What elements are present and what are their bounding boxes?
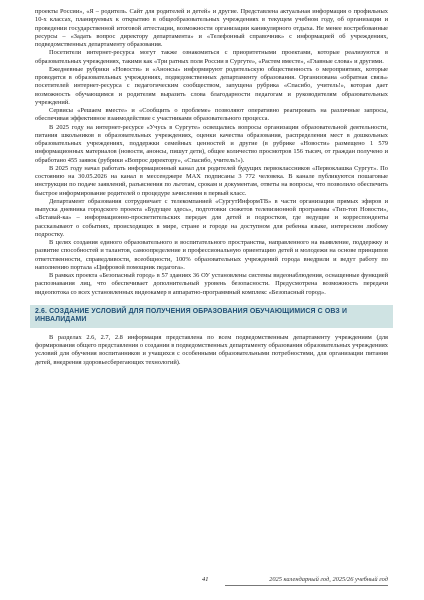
section-paragraph: В разделах 2.6, 2.7, 2.8 информация представлена по всем подведомственным департаменту учреждениям (для формирования общего представления о создании в подведомственных департаменту образования образовательных учреждениях условий для обучения воспитанников и учащихся с особенными образовательными потребностями, для организации питания детей, внедрения здоровьесберегающих технологий). <box>35 333 388 366</box>
section-heading: 2.6. СОЗДАНИЕ УСЛОВИЙ ДЛЯ ПОЛУЧЕНИЯ ОБРАЗОВАНИЯ ОБУЧАЮЩИМИСЯ С ОВЗ И ИНВАЛИДАМИ <box>30 305 393 328</box>
paragraph-study-in-surgut: В 2025 году на интернет-ресурсе «Учусь в Сургуте» освещались вопросы организации образовательной деятельности, питания школьников в образовательных учреждениях, оценки качества образования, распределения мест в дошкольных образовательных учреждениях, поддержки семейных ценностей и другие (в рубрике «Новости» размещено 1 579 информационных материалов (новости, анонсы, пишут дети), общее количество просмотров 156 тысяч, от граждан получено и обработано 455 заявок (рубрики «Вопрос директору», «Спасибо, учитель!»). <box>35 123 388 164</box>
paragraph-safe-city: В рамках проекта «Безопасный город» в 57 зданиях 36 ОУ установлены системы видеонаблюдения, оснащенные функцией распознавания лиц, что обеспечивает дополнительный уровень безопасности. Предусмотрена возможность передачи видеопотока со всех установленных видеокамер в аппаратно-программный комплекс «Безопасный город». <box>35 272 388 296</box>
paragraph-tv-cooperation: Департамент образования сотрудничает с телекомпанией «СургутИнформТВ» в части организации прямых эфиров и выпуска дневника городского проекта «Будущее здесь», подготовки сюжетов телевизионной программы «Тип-топ Новости», «Вставай-ка» – информационно-просветительских передач для детей и подростков, где ведущие и корреспонденты рассказывают о событиях, происходящих в мире, стране и городе на доступном для ребенка языке, интересном любому подростку. <box>35 197 388 238</box>
paragraph-priority-projects: Посетители интернет-ресурса могут также ознакомиться с приоритетными проектами, которые реализуются в образовательных учреждениях, такими как «Три ратных поля России в Сургуте», «Растем вместе», «Главные слова» и другими. <box>35 49 388 65</box>
page-number: 41 <box>202 576 209 583</box>
page-footer <box>0 574 424 594</box>
paragraph-continuation: проекты России», «Я – родитель. Сайт для родителей и детей» и другие. Представлена актуальная информация о профильных 10-х классах, планируемых к открытию в общеобразовательных учреждениях в текущем учебном году, об организации и проведении государственной итоговой аттестации, возможности организации каникулярного отдыха. Не менее востребованные ресурсы – «Задать вопрос директору департамента» и «Телефонный справочник» с информацией об учреждениях, подведомственных департаменту образования. <box>35 8 388 48</box>
page-content <box>35 8 388 367</box>
footer-note: 2025 календарный год, 2025/26 учебный год <box>269 576 388 583</box>
paragraph-news-rubrics: Ежедневные рубрики «Новости» и «Анонсы» информируют родительскую общественность о мероприятиях, которые проводятся в образовательных учреждениях, подведомственных департаменту образования. Организована «обратная связь» посетителей интернет-ресурса с педагогическим сообществом, запущена рубрика «Спасибо, учитель!», которая дает возможность обучающимся и родителям выразить слова благодарности педагогам и руководителям образовательных учреждений. <box>35 65 388 106</box>
paragraph-digital-assistant: В целях создания единого образовательного и воспитательного пространства, направленного на выявление, поддержку и развитие способностей и талантов, самоопределение и профессиональную ориентацию детей и молодежи на основе принципов ответственности, справедливости, всеобщности, 100% образовательных учреждений города внедрили и ведут работу по наполнению портала «Цифровой помощник педагога». <box>35 239 388 271</box>
paragraph-first-grader-channel: В 2025 году начал работать информационный канал для родителей будущих первоклассников «Первоклашка Сургут». По состоянию на 30.05.2026 на канал в мессенджере MAX подписаны 3 772 человека. В канале публикуются пошаговые инструкции по подаче заявлений, разъяснения по льготам, срокам и документам, ответы на вопросы, что позволило обеспечить быстрое информирование родителей о процедуре зачисления в первый класс. <box>35 164 388 197</box>
footer-rule <box>225 585 388 586</box>
paragraph-services: Сервисы «Решаем вместе» и «Сообщить о проблеме» позволяют оперативно реагировать на различные запросы, обеспечивая эффективное взаимодействие с участниками образовательного процесса. <box>35 107 388 123</box>
